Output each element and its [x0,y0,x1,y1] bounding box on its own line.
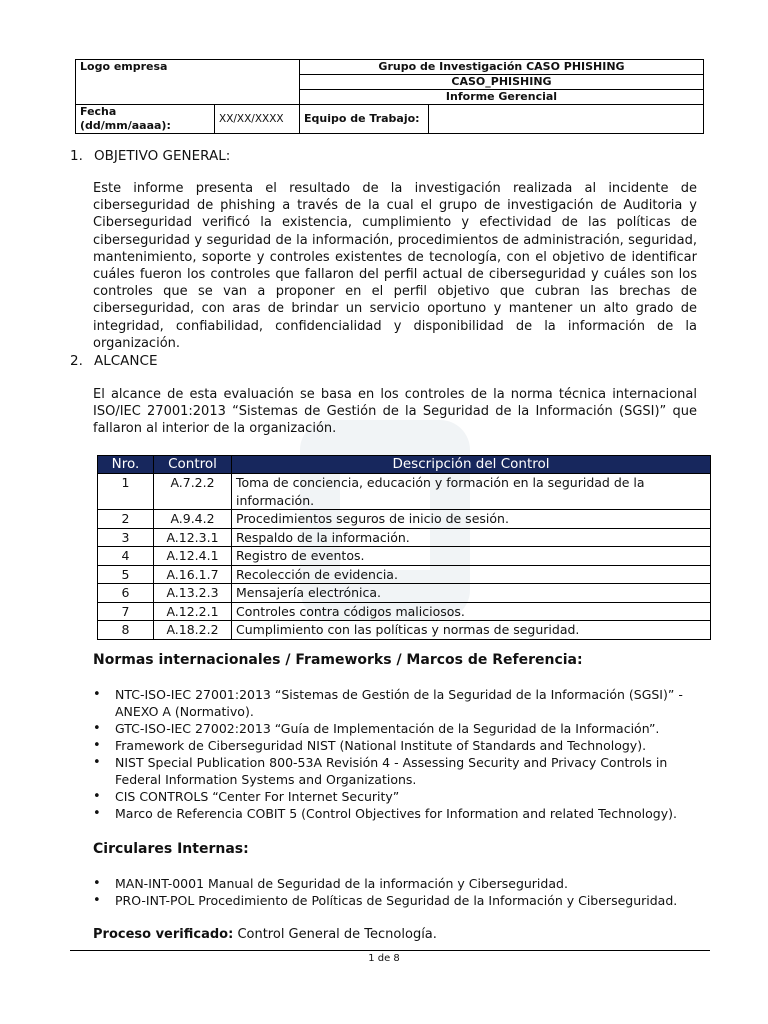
cell-description: Mensajería electrónica. [232,584,711,603]
table-row [98,510,711,529]
cell-nro: 5 [98,565,154,584]
table-row [98,547,711,566]
controls-table [97,455,711,640]
cell-description: Procedimientos seguros de inicio de sesión. [232,510,711,529]
cell-nro: 4 [98,547,154,566]
header-table [75,59,704,134]
logo-placeholder: Logo empresa [76,60,300,105]
cell-nro: 8 [98,621,154,640]
cell-control: A.12.3.1 [154,528,232,547]
section-alcance-heading [70,352,157,370]
proceso-value: Control General de Tecnología. [237,927,437,942]
list-item: • Framework de Ciberseguridad NIST (National Institute of Standards and Technology). [93,737,703,754]
table-row [98,565,711,584]
list-item: • NTC-ISO-IEC 27001:2013 “Sistemas de Gestión de la Seguridad de la Información (SGSI)” - ANEXO A (Normativo). [93,686,703,720]
table-row [98,584,711,603]
cell-nro: 2 [98,510,154,529]
section-number: 2. [70,353,83,369]
page-number: 1 de 8 [368,953,400,964]
list-item: • CIS CONTROLS “Center For Internet Security” [93,788,703,805]
table-row [98,602,711,621]
list-item: • NIST Special Publication 800-53A Revisión 4 - Assessing Security and Privacy Controls in Federal Information Systems and Organizations. [93,754,703,788]
cell-control: A.7.2.2 [154,474,232,510]
section-number: 1. [70,148,83,164]
cell-control: A.12.4.1 [154,547,232,566]
cell-control: A.12.2.1 [154,602,232,621]
cell-nro: 6 [98,584,154,603]
cell-description: Cumplimiento con las políticas y normas de seguridad. [232,621,711,640]
date-value: XX/XX/XXXX [215,105,300,134]
cell-description: Toma de conciencia, educación y formación en la seguridad de la información. [232,474,711,510]
proceso-line [93,926,697,943]
normas-list [93,686,703,822]
report-title: Informe Gerencial [300,90,704,105]
proceso-label: Proceso verificado: [93,927,234,942]
cell-control: A.16.1.7 [154,565,232,584]
group-title: Grupo de Investigación CASO PHISHING [300,60,704,75]
col-header-control: Control [154,456,232,474]
list-item: • GTC-ISO-IEC 27002:2013 “Guía de Implementación de la Seguridad de la Información”. [93,720,703,737]
section-title: ALCANCE [94,353,158,369]
cell-control: A.13.2.3 [154,584,232,603]
team-label: Equipo de Trabajo: [300,105,429,134]
cell-description: Respaldo de la información. [232,528,711,547]
list-item: • Marco de Referencia COBIT 5 (Control Objectives for Information and related Technology). [93,805,703,822]
cell-nro: 7 [98,602,154,621]
cell-description: Registro de eventos. [232,547,711,566]
col-header-description: Descripción del Control [232,456,711,474]
table-row [98,474,711,510]
cell-control: A.9.4.2 [154,510,232,529]
cell-description: Controles contra códigos maliciosos. [232,602,711,621]
cell-description: Recolección de evidencia. [232,565,711,584]
case-title: CASO_PHISHING [300,75,704,90]
cell-nro: 1 [98,474,154,510]
section-objetivo-body: Este informe presenta el resultado de la investigación realizada al incidente de ciberseguridad de phishing a través de la cual el grupo de investigación de Auditoria y Ciberseguridad verificó la existencia, cumplimiento y efectividad de las políticas de ciberseguridad y seguridad de la información, procedimientos de administración, seguridad, mantenimiento, soporte y controles existentes de tecnología, con el objetivo de identificar cuáles fueron los controles que fallaron del perfil actual de ciberseguridad y cuáles son los controles que se van a proponer en el perfil objetivo que cubran las brechas de ciberseguridad, con aras de brindar un servicio oportuno y mantener un alto grado de integridad, confiabilidad, confidencialidad y disponibilidad de la información de la organización. [93,181,697,351]
cell-control: A.18.2.2 [154,621,232,640]
circulares-heading: Circulares Internas: [93,841,249,857]
date-label: Fecha (dd/mm/aaaa): [76,105,215,134]
section-objetivo-heading: 1. OBJETIVO GENERAL: [70,148,231,164]
section-alcance-body: El alcance de esta evaluación se basa en los controles de la norma técnica internacional ISO/IEC 27001:2013 “Sistemas de Gestión de la Seguridad de la Información (SGSI)” que fallaron al interior de la organización. [93,387,697,437]
section-title: OBJETIVO GENERAL [94,148,226,164]
list-item: • MAN-INT-0001 Manual de Seguridad de la información y Ciberseguridad. [93,875,703,892]
team-value [429,105,704,134]
col-header-nro: Nro. [98,456,154,474]
circulares-list [93,875,703,909]
list-item: • PRO-INT-POL Procedimiento de Políticas de Seguridad de la Información y Ciberseguridad. [93,892,703,909]
cell-nro: 3 [98,528,154,547]
table-row [98,528,711,547]
footer-divider [70,950,710,951]
normas-heading: Normas internacionales / Frameworks / Marcos de Referencia: [93,652,583,668]
table-row [98,621,711,640]
